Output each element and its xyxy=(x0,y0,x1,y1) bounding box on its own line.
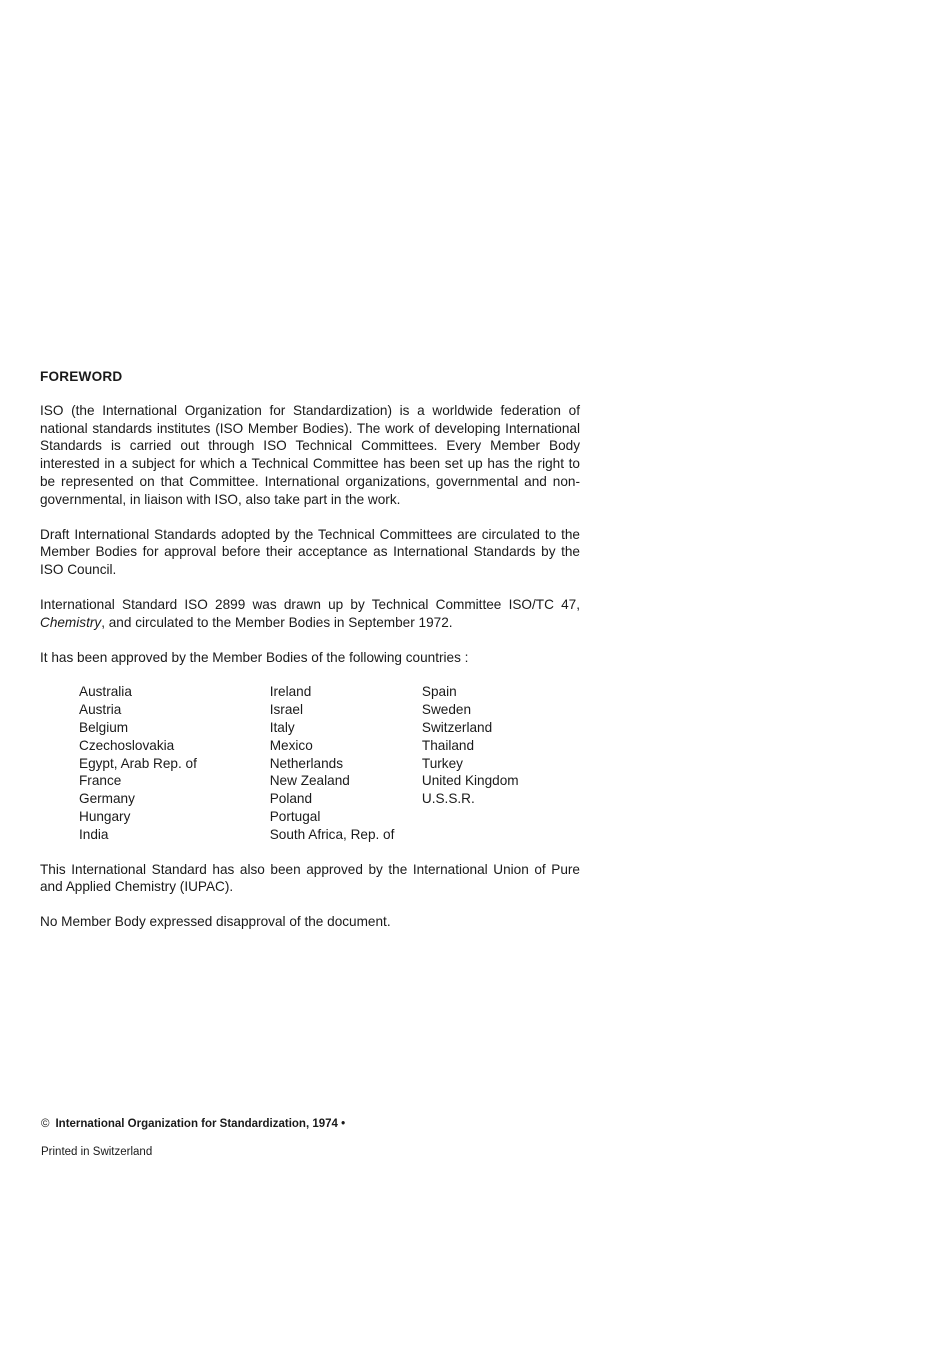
paragraph-3-text-before: International Standard ISO 2899 was drawn up by Technical Committee ISO/TC 47, xyxy=(40,596,580,612)
countries-column-2 xyxy=(270,683,422,843)
page-footer xyxy=(41,1117,345,1160)
country-item: India xyxy=(79,826,109,842)
country-item: Poland xyxy=(269,791,313,807)
foreword-paragraph-1: ISO (the International Organization for Standardization) is a worldwide federation of national standards institutes (ISO Member Bodies). The work of developing International Standards is carried out through ISO Technical Committees. Every Member Body interested in a subject for which a Technical Committee has been set up has the right to be represented on that Committee. International organizations, governmental and non-governmental, in liaison with ISO, also take part in the work. xyxy=(40,402,580,507)
foreword-paragraph-5: This International Standard has also been approved by the International Union of Pure and Applied Chemistry (IUPAC). xyxy=(40,861,580,895)
country-item: Mexico xyxy=(269,737,313,753)
paragraph-3-text-after: , and circulated to the Member Bodies in September 1972. xyxy=(101,614,453,630)
foreword-paragraph-4: It has been approved by the Member Bodies of the following countries : xyxy=(40,649,469,665)
country-item: Israel xyxy=(269,702,303,718)
country-item: Turkey xyxy=(421,755,463,771)
copyright-text: International Organization for Standardization, 1974 xyxy=(55,1118,338,1130)
country-item: Australia xyxy=(79,684,132,700)
foreword-paragraph-3 xyxy=(40,596,580,632)
country-item: U.S.S.R. xyxy=(421,791,475,807)
foreword-section xyxy=(40,368,580,948)
country-item: Ireland xyxy=(269,684,312,700)
committee-name-italic: Chemistry xyxy=(40,614,102,630)
countries-list xyxy=(79,683,580,843)
country-item: United Kingdom xyxy=(421,773,519,789)
country-item: France xyxy=(79,773,122,789)
countries-column-1 xyxy=(79,683,270,843)
country-item: Netherlands xyxy=(269,755,344,771)
country-item: Sweden xyxy=(421,702,472,718)
country-item: Czechoslovakia xyxy=(79,737,175,753)
country-item: New Zealand xyxy=(269,773,350,789)
country-item: South Africa, Rep. of xyxy=(269,826,395,842)
copyright-line xyxy=(41,1117,345,1132)
copyright-symbol: © xyxy=(41,1118,50,1130)
copyright-bullet: • xyxy=(341,1118,346,1130)
country-item: Thailand xyxy=(421,737,475,753)
country-item: Belgium xyxy=(79,719,129,735)
country-item: Switzerland xyxy=(421,719,493,735)
printed-in-line: Printed in Switzerland xyxy=(41,1146,153,1158)
countries-column-3 xyxy=(422,683,580,843)
country-item: Italy xyxy=(269,719,295,735)
country-item: Portugal xyxy=(269,808,321,824)
country-item: Germany xyxy=(79,791,135,807)
foreword-heading: FOREWORD xyxy=(40,369,123,384)
foreword-paragraph-6: No Member Body expressed disapproval of the document. xyxy=(40,914,391,930)
country-item: Austria xyxy=(79,702,122,718)
country-item: Egypt, Arab Rep. of xyxy=(79,755,197,771)
country-item: Spain xyxy=(421,684,457,700)
foreword-paragraph-2: Draft International Standards adopted by the Technical Committees are circulated to the Member Bodies for approval before their acceptance as International Standards by the ISO Council. xyxy=(40,526,580,578)
country-item: Hungary xyxy=(79,808,131,824)
